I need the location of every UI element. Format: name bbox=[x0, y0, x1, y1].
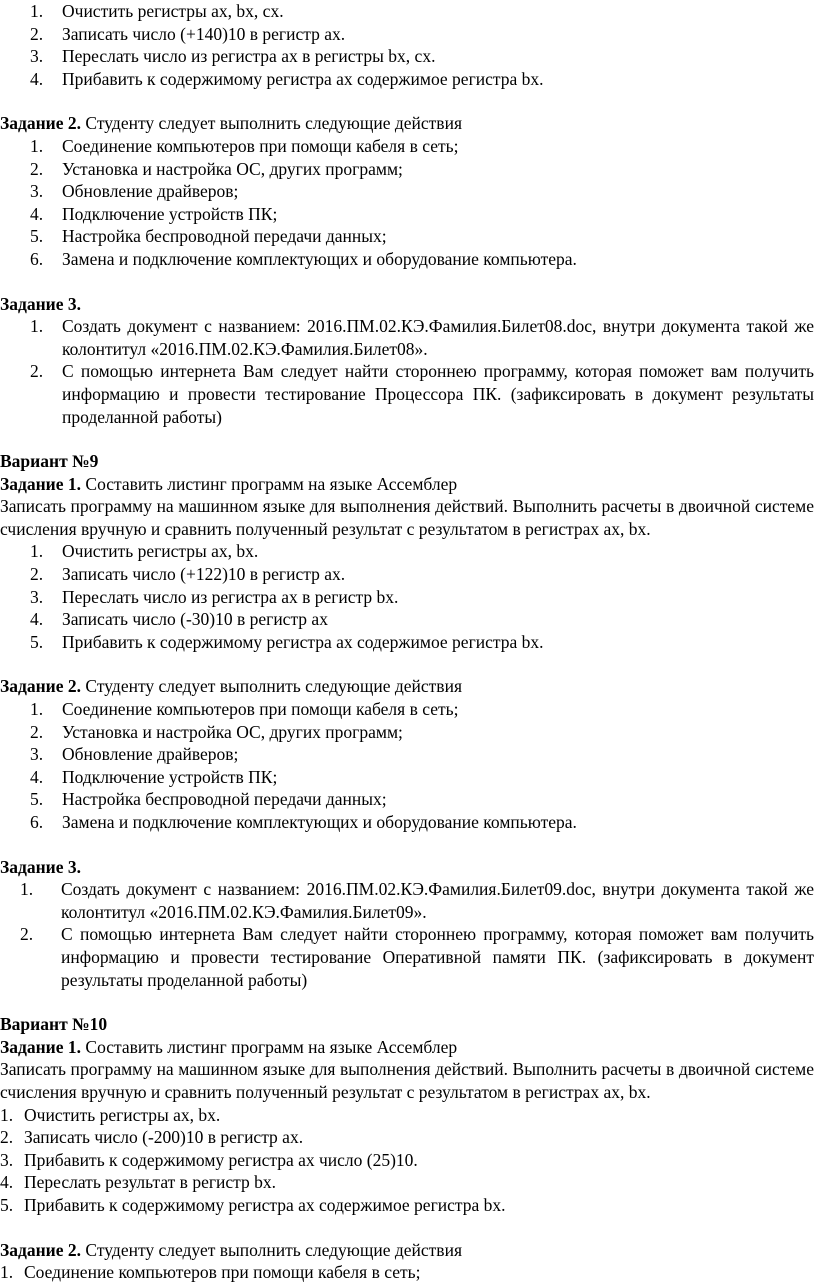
v8-task2 bbox=[0, 112, 816, 270]
list-item bbox=[0, 315, 816, 360]
list-item-number: 2. bbox=[30, 721, 44, 742]
list-item-text: Настройка беспроводной передачи данных; bbox=[62, 226, 387, 247]
list-item-number: 5. bbox=[30, 631, 44, 652]
list-item-text: Соединение компьютеров при помощи кабеля в сеть; bbox=[62, 699, 459, 720]
v9-task1-list bbox=[0, 540, 816, 653]
variant-heading: Вариант №10 bbox=[0, 1014, 108, 1035]
task-intro: Записать программу на машинном языке для выполнения действий. Выполнить расчеты в двоичной системе счисления вручную и сравнить полученный результат с результатом в регистрах ах, bx. bbox=[0, 1059, 814, 1102]
list-item-number: 4. bbox=[0, 1172, 14, 1193]
list-item-text: Очистить регистры ах, bx. bbox=[62, 541, 259, 562]
v10-task1-list bbox=[0, 1104, 816, 1217]
list-item-number: 2. bbox=[30, 158, 44, 179]
list-item-number: 6. bbox=[30, 248, 44, 269]
list-item-number: 4. bbox=[30, 609, 44, 630]
list-item bbox=[0, 45, 816, 68]
list-item-number: 3. bbox=[30, 586, 44, 607]
list-item-number: 1. bbox=[0, 1262, 14, 1283]
list-item-number: 5. bbox=[30, 226, 44, 247]
list-item-number: 2. bbox=[30, 564, 44, 585]
list-item bbox=[0, 743, 816, 766]
list-item-number: 3. bbox=[0, 1149, 14, 1170]
list-item-text: Очистить регистры ах, bx, cx. bbox=[62, 1, 284, 21]
v8-task1-list bbox=[0, 0, 816, 90]
v8-task3 bbox=[0, 293, 816, 429]
list-item-text: Создать документ с названием: 2016.ПМ.02.КЭ.Фамилия.Билет09.doc, внутри документа такой же колонтитул «2016.ПМ.02.КЭ.Фамилия.Билет09». bbox=[61, 879, 814, 922]
task-heading: Задание 2. Студенту следует выполнить следующие действия bbox=[0, 113, 462, 134]
list-item-number: 3. bbox=[30, 181, 44, 202]
list-item bbox=[0, 360, 816, 428]
list-item-text: Обновление драйверов; bbox=[62, 744, 239, 765]
list-item-text: Переслать число из регистра ах в регистры bx, cx. bbox=[62, 46, 436, 67]
list-item-number: 2. bbox=[20, 924, 34, 945]
list-item-text: Соединение компьютеров при помощи кабеля в сеть; bbox=[24, 1262, 421, 1283]
list-item bbox=[0, 23, 816, 46]
v9-task3-list bbox=[0, 878, 816, 991]
list-item bbox=[0, 1149, 816, 1172]
task-heading: Задание 1. Составить листинг программ на языке Ассемблер bbox=[0, 473, 458, 494]
list-item bbox=[0, 225, 816, 248]
list-item-number: 3. bbox=[30, 744, 44, 765]
list-item-text: Соединение компьютеров при помощи кабеля в сеть; bbox=[62, 135, 459, 156]
v8-task3-list bbox=[0, 315, 816, 428]
list-item bbox=[0, 698, 816, 721]
list-item-number: 1. bbox=[30, 699, 44, 720]
list-item-text: Замена и подключение комплектующих и оборудование компьютера. bbox=[62, 812, 577, 832]
list-item bbox=[0, 1171, 816, 1194]
list-item-text: Прибавить к содержимому регистра ах содержимое регистра bx. bbox=[24, 1194, 506, 1215]
list-item-text: Переслать результат в регистр bx. bbox=[24, 1172, 277, 1193]
list-item-text: Настройка беспроводной передачи данных; bbox=[62, 789, 387, 810]
variant-heading: Вариант №9 bbox=[0, 451, 99, 472]
list-item-number: 2. bbox=[30, 23, 44, 44]
task-heading: Задание 3. bbox=[0, 856, 82, 877]
list-item bbox=[0, 586, 816, 609]
list-item-text: Прибавить к содержимому регистра ах содержимое регистра bx. bbox=[62, 68, 544, 89]
list-item bbox=[0, 158, 816, 181]
list-item-text: Прибавить к содержимому регистра ах содержимое регистра bx. bbox=[62, 631, 544, 652]
list-item-number: 5. bbox=[30, 789, 44, 810]
v9-task2-list bbox=[0, 698, 816, 834]
list-item bbox=[0, 1261, 816, 1284]
v9-task3 bbox=[0, 856, 816, 992]
task-heading: Задание 2. Студенту следует выполнить следующие действия bbox=[0, 1239, 462, 1260]
list-item-text: Подключение устройств ПК; bbox=[62, 203, 278, 224]
list-item bbox=[0, 203, 816, 226]
list-item-text: Создать документ с названием: 2016.ПМ.02.КЭ.Фамилия.Билет08.doc, внутри документа такой же колонтитул «2016.ПМ.02.КЭ.Фамилия.Билет08». bbox=[62, 316, 814, 359]
list-item-text: Прибавить к содержимому регистра ах число (25)10. bbox=[24, 1149, 418, 1170]
list-item-text: Записать число (+122)10 в регистр ах. bbox=[62, 564, 346, 585]
v8-task2-list bbox=[0, 135, 816, 271]
list-item-number: 1. bbox=[30, 1, 44, 21]
list-item-text: Обновление драйверов; bbox=[62, 181, 239, 202]
list-item bbox=[0, 1126, 816, 1149]
list-item bbox=[0, 540, 816, 563]
list-item-number: 2. bbox=[0, 1127, 14, 1148]
v10-task2-list bbox=[0, 1261, 816, 1284]
list-item bbox=[0, 135, 816, 158]
list-item-text: Очистить регистры ах, bx. bbox=[24, 1104, 221, 1125]
list-item-number: 3. bbox=[30, 46, 44, 67]
v9-task2 bbox=[0, 675, 816, 833]
list-item bbox=[0, 180, 816, 203]
list-item bbox=[0, 878, 816, 923]
list-item bbox=[0, 68, 816, 91]
list-item bbox=[0, 721, 816, 744]
task-heading: Задание 2. Студенту следует выполнить следующие действия bbox=[0, 676, 462, 697]
list-item bbox=[0, 0, 816, 23]
list-item-text: С помощью интернета Вам следует найти стороннею программу, которая поможет вам получить информацию и провести тестирование Процессора ПК. (зафиксировать в документ результаты проделанной работы) bbox=[62, 361, 814, 427]
variant-9 bbox=[0, 450, 816, 653]
list-item bbox=[0, 1194, 816, 1217]
list-item-text: Подключение устройств ПК; bbox=[62, 766, 278, 787]
list-item-number: 4. bbox=[30, 203, 44, 224]
list-item bbox=[0, 248, 816, 271]
list-item-number: 4. bbox=[30, 766, 44, 787]
list-item-number: 1. bbox=[30, 541, 44, 562]
list-item bbox=[0, 766, 816, 789]
list-item-text: Записать число (-200)10 в регистр ах. bbox=[24, 1127, 304, 1148]
v10-task2 bbox=[0, 1239, 816, 1284]
list-item-number: 1. bbox=[0, 1104, 14, 1125]
list-item-text: Записать число (+140)10 в регистр ах. bbox=[62, 23, 346, 44]
list-item bbox=[0, 923, 816, 991]
list-item-text: Переслать число из регистра ах в регистр bx. bbox=[62, 586, 399, 607]
list-item-text: Замена и подключение комплектующих и оборудование компьютера. bbox=[62, 248, 577, 269]
list-item-number: 5. bbox=[0, 1194, 14, 1215]
list-item-text: С помощью интернета Вам следует найти стороннею программу, которая поможет вам получить информацию и провести тестирование Оперативной памяти ПК. (зафиксировать в документ результаты проделанной работы) bbox=[61, 924, 814, 990]
list-item-number: 1. bbox=[30, 316, 44, 337]
list-item-number: 2. bbox=[30, 361, 44, 382]
list-item-text: Установка и настройка ОС, других программ; bbox=[62, 158, 403, 179]
list-item-text: Установка и настройка ОС, других программ; bbox=[62, 721, 403, 742]
list-item bbox=[0, 608, 816, 631]
list-item bbox=[0, 1104, 816, 1127]
list-item-number: 4. bbox=[30, 68, 44, 89]
variant-10 bbox=[0, 1013, 816, 1216]
list-item-number: 6. bbox=[30, 812, 44, 832]
task-heading: Задание 1. Составить листинг программ на языке Ассемблер bbox=[0, 1036, 458, 1057]
list-item bbox=[0, 811, 816, 834]
list-item-number: 1. bbox=[20, 879, 34, 900]
list-item-number: 1. bbox=[30, 135, 44, 156]
list-item-text: Записать число (-30)10 в регистр ах bbox=[62, 609, 328, 630]
list-item bbox=[0, 631, 816, 654]
task-intro: Записать программу на машинном языке для выполнения действий. Выполнить расчеты в двоичной системе счисления вручную и сравнить полученный результат с результатом в регистрах ах, bx. bbox=[0, 496, 814, 539]
list-item bbox=[0, 788, 816, 811]
list-item bbox=[0, 563, 816, 586]
task-heading: Задание 3. bbox=[0, 293, 82, 314]
